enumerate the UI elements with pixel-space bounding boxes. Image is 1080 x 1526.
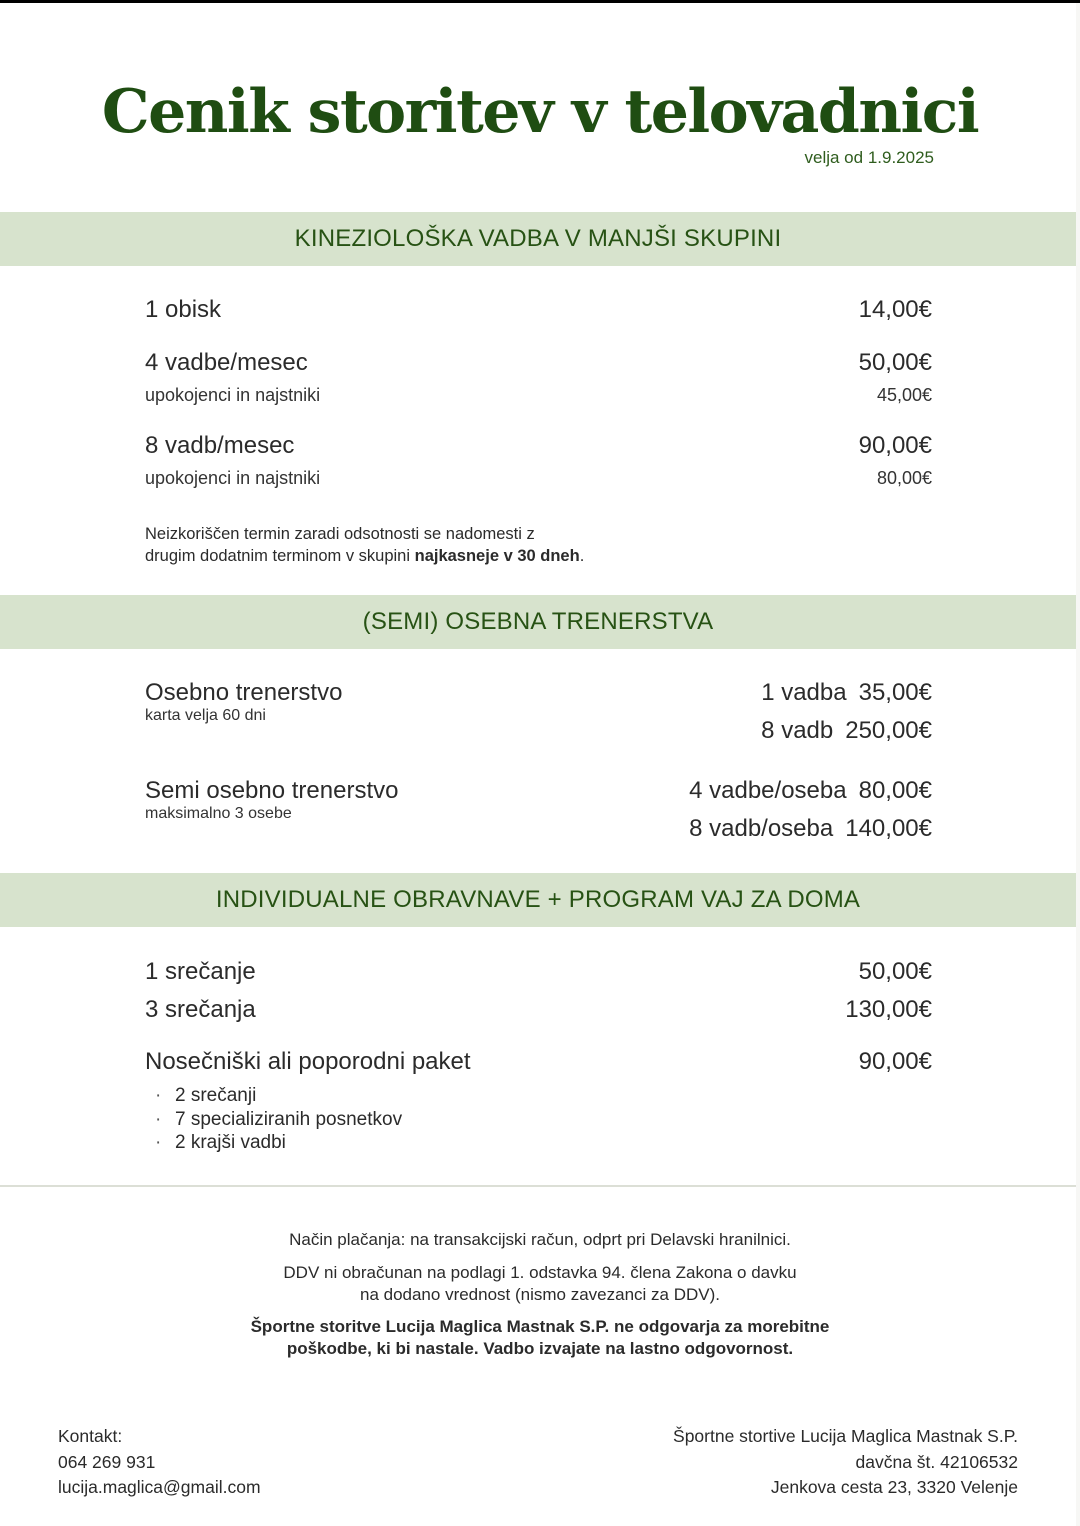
item-price: 130,00€ bbox=[845, 996, 932, 1023]
section-heading-text: (SEMI) OSEBNA TRENERSTVA bbox=[362, 608, 714, 635]
contact-block bbox=[58, 1424, 261, 1501]
personal-training-option-1 bbox=[761, 679, 932, 707]
item-price: 90,00€ bbox=[858, 1048, 932, 1075]
company-name: Športne stortive Lucija Maglica Mastnak S.P. bbox=[673, 1426, 1018, 1446]
makeup-session-note bbox=[145, 523, 584, 567]
list-item: · 2 srečanji bbox=[155, 1084, 402, 1108]
personal-training-option-2 bbox=[761, 717, 932, 745]
company-address: Jenkova cesta 23, 3320 Velenje bbox=[770, 1477, 1018, 1497]
item-label: 4 vadbe/mesec bbox=[145, 349, 308, 376]
option-price: 250,00€ bbox=[845, 717, 932, 744]
note-line-1: Neizkoriščen termin zaradi odsotnosti se nadomesti z bbox=[145, 525, 535, 543]
section-heading-individual-sessions bbox=[0, 873, 1076, 927]
item-label: Semi osebno trenerstvo bbox=[145, 777, 399, 804]
section-heading-group-training bbox=[0, 212, 1076, 266]
discount-row-8-sessions bbox=[145, 468, 932, 489]
vat-info-line-1: DDV ni obračunan na podlagi 1. odstavka 94. člena Zakona o davku bbox=[283, 1263, 797, 1282]
item-price: 14,00€ bbox=[858, 296, 932, 323]
note-text: drugim dodatnim terminom v skupini bbox=[145, 547, 415, 565]
liability-line-1: Športne storitve Lucija Maglica Mastnak S.P. ne odgovarja za morebitne bbox=[250, 1317, 830, 1336]
discount-label: upokojenci in najstniki bbox=[145, 468, 321, 488]
contact-label: Kontakt: bbox=[58, 1426, 123, 1446]
section-heading-personal-training bbox=[0, 595, 1076, 649]
option-qty: 8 vadb/oseba bbox=[689, 815, 834, 842]
contact-phone[interactable]: 064 269 931 bbox=[58, 1451, 156, 1472]
price-row-3-meetings bbox=[145, 996, 932, 1024]
option-qty: 4 vadbe/oseba bbox=[689, 777, 847, 804]
price-row-1-meeting bbox=[145, 958, 932, 986]
item-price: 50,00€ bbox=[858, 958, 932, 985]
semi-personal-training-option-2 bbox=[689, 815, 932, 843]
note-period: . bbox=[579, 547, 585, 565]
discount-row-4-sessions bbox=[145, 385, 932, 406]
note-line-2 bbox=[145, 545, 584, 567]
liability-line-2: poškodbe, ki bi nastale. Vadbo izvajate na lastno odgovornost. bbox=[286, 1339, 794, 1358]
item-note: karta velja 60 dni bbox=[145, 707, 266, 724]
valid-from-date: velja od 1.9.2025 bbox=[804, 148, 934, 167]
company-block bbox=[673, 1424, 1018, 1501]
note-emphasis: najkasneje v 30 dneh bbox=[414, 547, 580, 565]
price-row-8-sessions bbox=[145, 432, 932, 460]
payment-info: Način plačanja: na transakcijski račun, odprt pri Delavski hranilnici. bbox=[289, 1230, 791, 1249]
item-label: 8 vadb/mesec bbox=[145, 432, 295, 459]
option-price: 140,00€ bbox=[845, 815, 932, 842]
page-title: Cenik storitev v telovadnici bbox=[101, 77, 979, 147]
discount-label: upokojenci in najstniki bbox=[145, 385, 321, 405]
top-edge-bar bbox=[0, 0, 1080, 3]
contact-email[interactable]: lucija.maglica@gmail.com bbox=[58, 1477, 261, 1497]
semi-personal-training-info bbox=[145, 777, 398, 823]
item-note: maksimalno 3 osebe bbox=[145, 805, 292, 822]
discount-price: 45,00€ bbox=[876, 385, 932, 405]
item-price: 90,00€ bbox=[858, 432, 932, 459]
price-row-4-sessions bbox=[145, 349, 932, 377]
vat-info-line-2: na dodano vrednost (nismo zavezanci za DDV). bbox=[359, 1285, 720, 1304]
list-item: · 7 specializiranih posnetkov bbox=[155, 1108, 402, 1132]
section-heading-text: KINEZIOLOŠKA VADBA V MANJŠI SKUPINI bbox=[294, 225, 782, 252]
item-label: Osebno trenerstvo bbox=[145, 679, 343, 706]
option-price: 80,00€ bbox=[858, 777, 932, 804]
option-price: 35,00€ bbox=[858, 679, 932, 706]
list-item: · 2 krajši vadbi bbox=[155, 1131, 402, 1155]
item-price: 50,00€ bbox=[858, 349, 932, 376]
price-row-pregnancy-package bbox=[145, 1048, 932, 1076]
item-label: 3 srečanja bbox=[145, 996, 256, 1023]
item-label: 1 obisk bbox=[145, 296, 222, 323]
item-label: 1 srečanje bbox=[145, 958, 256, 985]
package-contents-list bbox=[155, 1084, 402, 1155]
option-qty: 1 vadba bbox=[761, 679, 847, 706]
option-qty: 8 vadb bbox=[761, 717, 834, 744]
semi-personal-training-option-1 bbox=[689, 777, 932, 805]
discount-price: 80,00€ bbox=[876, 468, 932, 488]
section-heading-text: INDIVIDUALNE OBRAVNAVE + PROGRAM VAJ ZA DOMA bbox=[215, 886, 861, 913]
item-label: Nosečniški ali poporodni paket bbox=[145, 1048, 471, 1075]
price-row-single-visit bbox=[145, 296, 932, 324]
footer-divider bbox=[0, 1185, 1076, 1187]
company-tax-number: davčna št. 42106532 bbox=[855, 1451, 1018, 1472]
personal-training-info bbox=[145, 679, 342, 725]
